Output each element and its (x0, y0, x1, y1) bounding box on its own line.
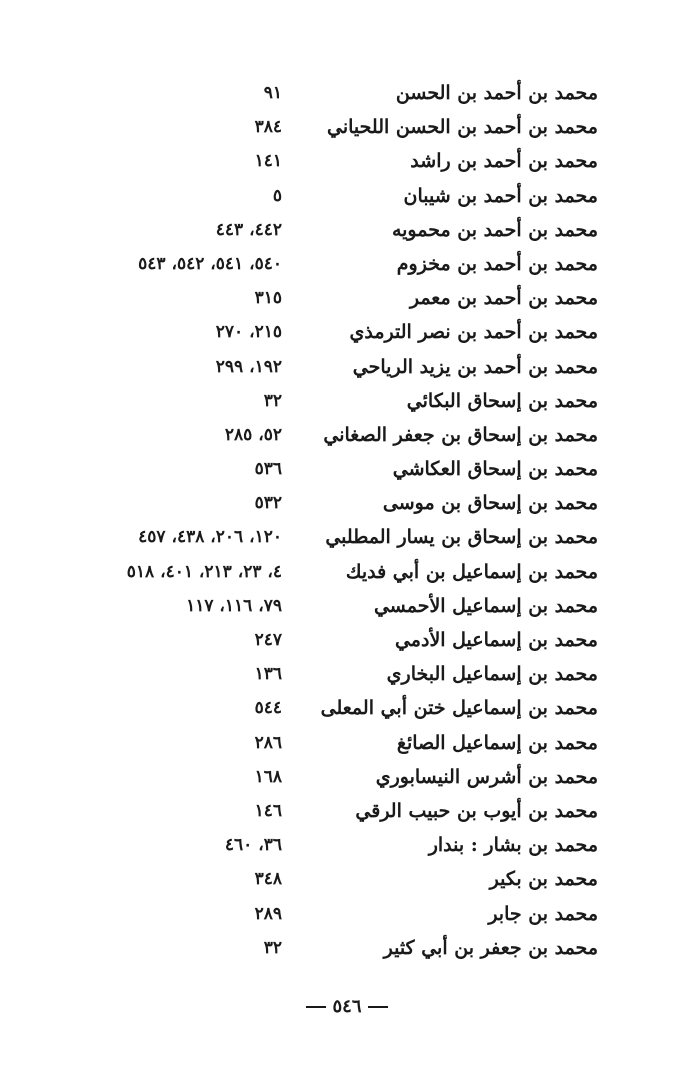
entry-name: محمد بن أحمد بن الحسن (395, 82, 598, 104)
index-entry (0, 798, 694, 832)
entry-pages: ١٢٠، ٢٠٦، ٤٣٨، ٤٥٧ (138, 527, 282, 548)
entry-pages: ١٤٦ (254, 800, 282, 821)
entry-name: محمد بن أحمد بن محمويه (391, 218, 598, 241)
index-entry (0, 422, 694, 456)
entry-pages: ٥ (272, 185, 282, 206)
index-entry (0, 866, 694, 900)
page-number (0, 996, 694, 1017)
entry-name: محمد بن إسماعيل الأحمسي (373, 594, 598, 617)
index-entry (0, 661, 694, 695)
entry-name: محمد بن بشار : بندار (428, 834, 598, 857)
entry-name: محمد بن جابر (488, 902, 598, 925)
entry-name: محمد بن إسحاق بن يسار المطلبي (325, 526, 598, 549)
index-entry (0, 183, 694, 217)
index-entry (0, 251, 694, 285)
entry-pages: ٢١٥، ٢٧٠ (215, 322, 282, 343)
entry-name: محمد بن إسماعيل ختن أبي المعلى (320, 697, 598, 720)
entry-name: محمد بن أشرس النيسابوري (375, 765, 598, 788)
entry-pages: ١٤١ (254, 151, 282, 172)
entry-name: محمد بن إسماعيل البخاري (386, 663, 598, 686)
entry-name: محمد بن إسحاق بن موسى (382, 492, 598, 515)
index-entry (0, 559, 694, 593)
page-number-text: ٥٤٦ (332, 996, 362, 1017)
index-entry (0, 730, 694, 764)
entry-pages: ٩١ (263, 83, 282, 103)
entry-pages: ١٣٦ (254, 664, 282, 685)
entry-pages: ٥٣٢ (254, 493, 282, 514)
index-entry (0, 764, 694, 798)
index-entry (0, 695, 694, 729)
entry-name: محمد بن إسحاق البكائي (406, 389, 598, 412)
entry-name: محمد بن أحمد بن الحسن اللحياني (327, 116, 598, 139)
entry-pages: ٣٤٨ (254, 869, 282, 890)
entry-name: محمد بن أحمد بن راشد (410, 150, 598, 173)
entry-name: محمد بن إسحاق بن جعفر الصغاني (323, 423, 598, 446)
entry-pages: ٥٢، ٢٨٥ (224, 424, 282, 445)
entry-pages: ١٩٢، ٢٩٩ (215, 356, 282, 377)
entry-name: محمد بن أيوب بن حبيب الرقي (355, 799, 598, 822)
entry-name: محمد بن إسماعيل الأدمي (394, 629, 598, 651)
entry-pages: ٢٤٧ (254, 630, 282, 650)
index-entry (0, 217, 694, 251)
folio-dash (306, 1006, 326, 1008)
entry-pages: ٧٩، ١١٦، ١١٧ (186, 595, 282, 616)
entry-pages: ٣٢ (263, 390, 282, 411)
entry-name: محمد بن أحمد بن مخزوم (396, 252, 598, 275)
index-entry (0, 80, 694, 114)
entry-pages: ٣٢ (263, 937, 282, 958)
index-entry (0, 935, 694, 969)
index-entry (0, 285, 694, 319)
entry-name: محمد بن جعفر بن أبي كثير (383, 936, 598, 959)
entry-pages: ٣٦، ٤٦٠ (224, 835, 282, 856)
entry-name: محمد بن إسماعيل بن أبي فديك (345, 560, 598, 583)
entry-pages: ٢٨٦ (254, 732, 282, 753)
entry-pages: ٤، ٢٣، ٢١٣، ٤٠١، ٥١٨ (126, 561, 282, 582)
entry-pages: ٥٤٠، ٥٤١، ٥٤٢، ٥٤٣ (138, 253, 282, 274)
index-entry (0, 901, 694, 935)
entry-name: محمد بن بكير (489, 868, 598, 891)
entry-name: محمد بن أحمد بن شيبان (403, 184, 598, 207)
entry-name: محمد بن إسحاق العكاشي (392, 458, 598, 481)
index-entry (0, 354, 694, 388)
folio-dash (368, 1006, 388, 1008)
entry-name: محمد بن إسماعيل الصائغ (396, 731, 598, 754)
entry-pages: ٢٨٩ (254, 903, 282, 924)
entry-pages: ٤٤٢، ٤٤٣ (215, 219, 282, 240)
index-entry (0, 524, 694, 558)
index-entry (0, 114, 694, 148)
entry-pages: ٥٣٦ (254, 459, 282, 480)
index-entry (0, 593, 694, 627)
entry-name: محمد بن أحمد بن يزيد الرياحي (352, 355, 598, 378)
entry-pages: ٣١٥ (254, 288, 282, 309)
index-entry (0, 319, 694, 353)
index-entry (0, 832, 694, 866)
entry-pages: ٣٨٤ (254, 117, 282, 138)
index-list (0, 80, 694, 969)
index-entry (0, 490, 694, 524)
index-entry (0, 456, 694, 490)
entry-pages: ٥٤٤ (254, 698, 282, 719)
index-entry (0, 627, 694, 661)
entry-pages: ١٦٨ (254, 766, 282, 787)
index-entry (0, 148, 694, 182)
entry-name: محمد بن أحمد بن معمر (409, 287, 598, 310)
index-entry (0, 388, 694, 422)
entry-name: محمد بن أحمد بن نصر الترمذي (349, 321, 598, 344)
